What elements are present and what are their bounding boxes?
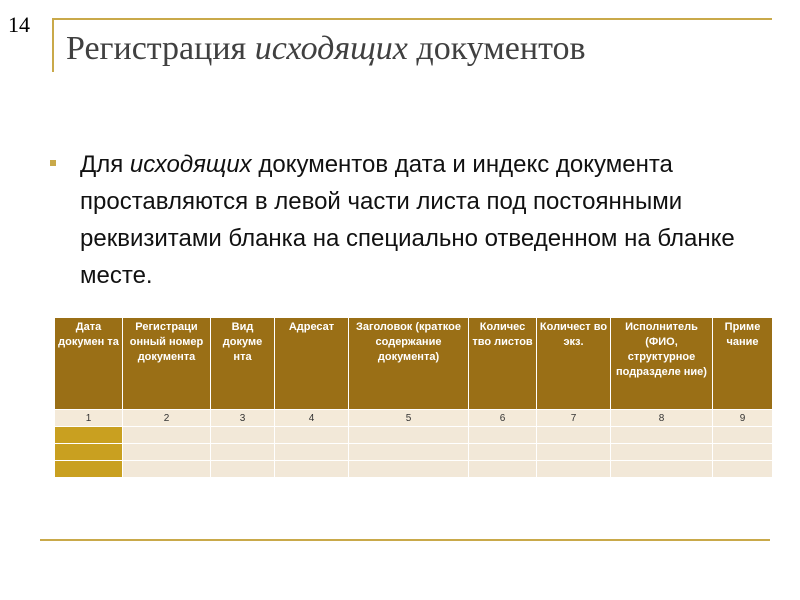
- table-cell: [713, 461, 773, 478]
- page-title: [66, 30, 586, 68]
- registration-table: [54, 317, 773, 478]
- table-cell: [469, 461, 537, 478]
- column-header: Приме чание: [713, 318, 773, 410]
- slide-number: 14: [8, 12, 30, 37]
- title-italic-word: исходящих: [254, 30, 408, 67]
- table-cell: [611, 461, 713, 478]
- table-cell: [211, 461, 275, 478]
- column-number-row: [55, 410, 773, 427]
- column-header: Дата докумен та: [55, 318, 123, 410]
- column-number: 4: [275, 410, 349, 427]
- table-cell: [211, 427, 275, 444]
- column-number: 1: [55, 410, 123, 427]
- column-header: Заголовок (краткое содержание документа): [349, 318, 469, 410]
- footer-divider-line: [40, 539, 770, 541]
- title-suffix: документов: [407, 30, 586, 67]
- table-cell: [611, 427, 713, 444]
- column-number: 6: [469, 410, 537, 427]
- table-cell: [349, 444, 469, 461]
- table-cell: [713, 444, 773, 461]
- bullet-body: документов дата и индекс документа проставляются в левой части листа под постоянными реквизитами бланка на специально отведенном на бланке месте.: [80, 151, 735, 289]
- table-cell: [611, 444, 713, 461]
- title-frame-left-line: [52, 18, 54, 72]
- table-cell: [55, 427, 123, 444]
- column-header: Вид докуме нта: [211, 318, 275, 410]
- table-cell: [275, 461, 349, 478]
- table-cell: [275, 444, 349, 461]
- column-header: Количес тво листов: [469, 318, 537, 410]
- table-cell: [123, 444, 211, 461]
- column-number: 9: [713, 410, 773, 427]
- table-cell: [537, 427, 611, 444]
- title-prefix: Регистрация: [66, 30, 255, 67]
- table-cell: [275, 427, 349, 444]
- bullet-square-icon: [50, 160, 56, 166]
- column-number: 8: [611, 410, 713, 427]
- column-number: 5: [349, 410, 469, 427]
- column-header: Исполнитель (ФИО, структурное подразделе ние): [611, 318, 713, 410]
- table-cell: [123, 427, 211, 444]
- column-number: 3: [211, 410, 275, 427]
- title-frame-top-line: [52, 18, 772, 20]
- table-cell: [123, 461, 211, 478]
- column-number: 7: [537, 410, 611, 427]
- table-cell: [537, 444, 611, 461]
- bullet-prefix: Для: [80, 151, 130, 178]
- table-row: [55, 444, 773, 461]
- table-cell: [349, 461, 469, 478]
- table-cell: [55, 444, 123, 461]
- table-cell: [537, 461, 611, 478]
- column-header: Регистраци онный номер документа: [123, 318, 211, 410]
- table-cell: [469, 444, 537, 461]
- table-cell: [713, 427, 773, 444]
- table-cell: [211, 444, 275, 461]
- table-cell: [469, 427, 537, 444]
- table-row: [55, 461, 773, 478]
- table-cell: [55, 461, 123, 478]
- column-header: Количест во экз.: [537, 318, 611, 410]
- table-header-row: [55, 318, 773, 410]
- column-number: 2: [123, 410, 211, 427]
- bullet-italic-word: исходящих: [129, 151, 252, 178]
- column-header: Адресат: [275, 318, 349, 410]
- table-cell: [349, 427, 469, 444]
- bullet-paragraph: [80, 146, 740, 294]
- table-row: [55, 427, 773, 444]
